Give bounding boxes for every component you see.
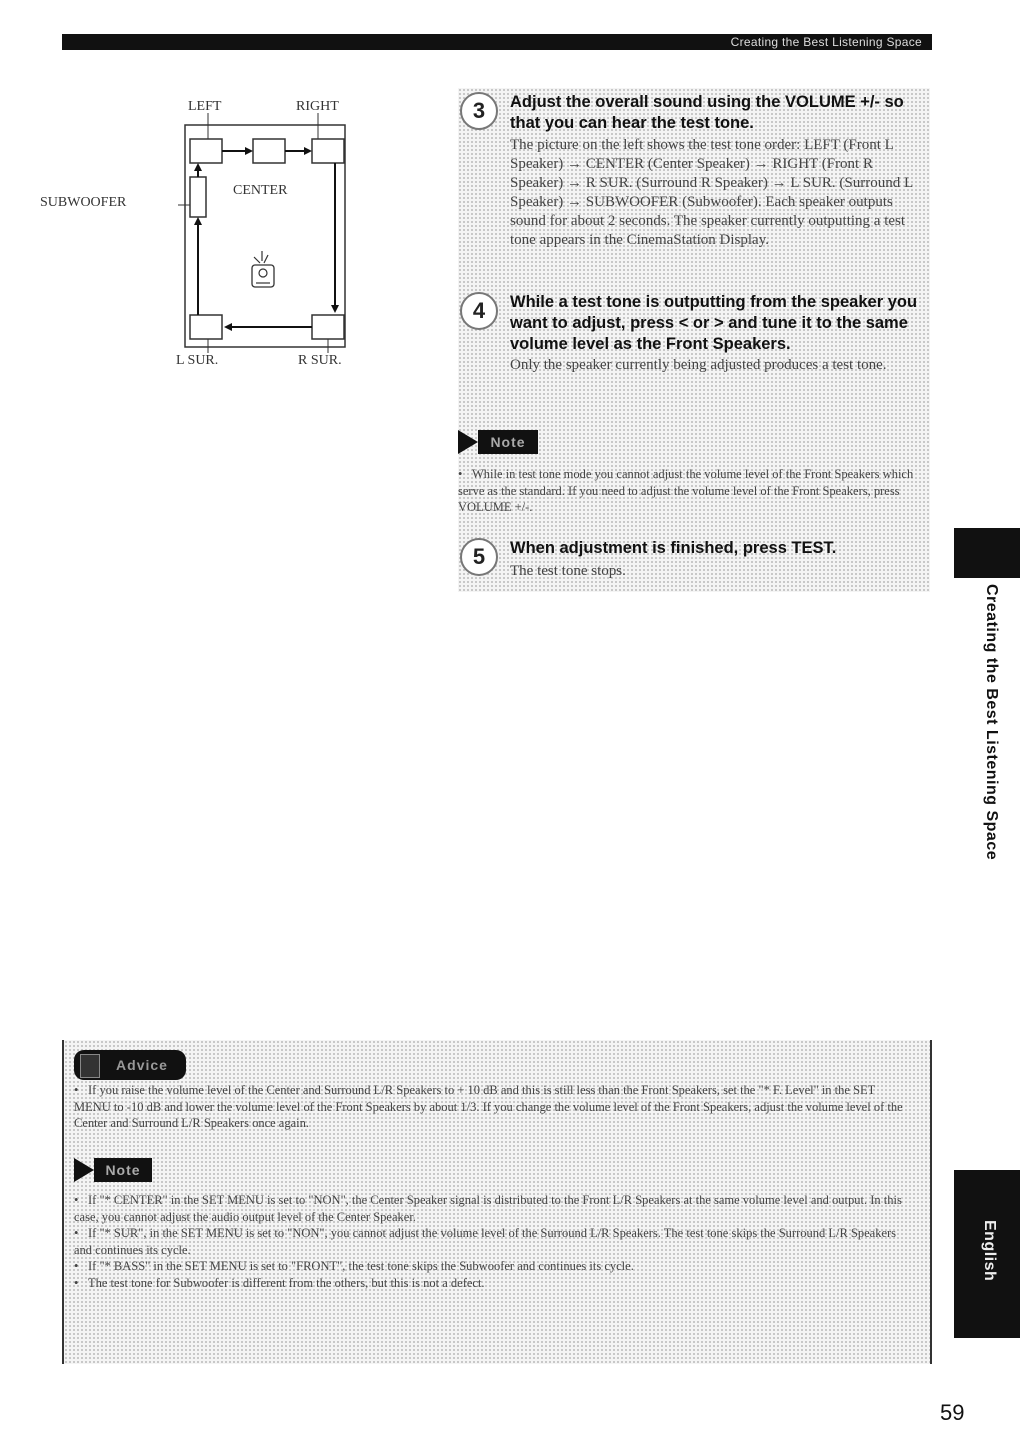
- section-tab: [954, 528, 1020, 864]
- label-lsur: L SUR.: [176, 353, 219, 368]
- advice-icon: [80, 1054, 100, 1078]
- bottom-note-list: [74, 1192, 914, 1291]
- subwoofer-speaker: [190, 177, 206, 217]
- step-3: [458, 88, 930, 278]
- advice-body: If you raise the volume level of the Center and Surround L/R Speakers to + 10 dB and this is still less than the Front Speakers, set the "* F. Level" in the SET MENU to -10 dB and lower the volume level of the Front Speakers by about 1/3. If you change the volume level of the Front Speakers, adjust the volume level of the Center and Surround L/R Speakers once again.: [74, 1083, 903, 1130]
- step-note-text: • While in test tone mode you cannot adjust the volume level of the Front Speakers which serve as the standard. If you need to adjust the volume level of the Front Speakers, press VOLUME +/-.: [458, 467, 914, 514]
- step-4-heading: While a test tone is outputting from the speaker you want to adjust, press < or > and tune it to the same volume level as the Front Speakers.: [510, 293, 918, 353]
- section-tab-label: Creating the Best Listening Space: [983, 584, 1000, 861]
- bottom-note-item-2: If "* SUR", in the SET MENU is set to "NON", you cannot adjust the volume level of the Surround L/R Speakers. The test tone skips the Surround L/R Speakers and continues its cycle.: [74, 1226, 897, 1257]
- surround-left-speaker: [190, 315, 222, 339]
- list-item: • The test tone for Subwoofer is different from the others, but this is not a defect.: [74, 1275, 485, 1290]
- note-arrow-icon: [458, 430, 478, 454]
- step-number-4: 4: [460, 292, 498, 330]
- bottom-note-arrow-icon: [74, 1158, 94, 1182]
- step-5-body: The test tone stops.: [510, 563, 626, 579]
- step-number-3: 3: [460, 92, 498, 130]
- step-3-body: The picture on the left shows the test tone order: LEFT (Front L Speaker) → CENTER (Center Speaker) → RIGHT (Front R Speaker) → R SUR. (Surround R Speaker) → L SUR. (Surround L Speaker) → SUBWOOFER (Subwoofer). Each speaker outputs sound for about 2 seconds. The speaker currently outputting a test tone appears in the CinemaStation Display.: [510, 137, 913, 248]
- running-header-title: Creating the Best Listening Space: [730, 35, 922, 49]
- list-item: • If "* SUR", in the SET MENU is set to "NON", you cannot adjust the volume level of the Surround L/R Speakers. The test tone skips the Surround L/R Speakers and continues its cycle.: [74, 1226, 897, 1257]
- listener-icon: [252, 251, 274, 287]
- language-tab: [954, 1170, 1020, 1338]
- step-3-heading: Adjust the overall sound using the VOLUME +/- so that you can hear the test tone.: [510, 93, 904, 132]
- language-tab-label: English: [981, 1220, 998, 1282]
- step-5: [458, 534, 930, 592]
- step-5-heading: When adjustment is finished, press TEST.: [510, 539, 837, 557]
- advice-note-box: [62, 1040, 932, 1364]
- step-note-tag: Note: [478, 430, 538, 454]
- steps-panel: [458, 88, 930, 592]
- step-4-body: Only the speaker currently being adjusted produces a test tone.: [510, 357, 887, 373]
- label-center: CENTER: [233, 183, 288, 198]
- step-note: [458, 424, 930, 524]
- label-subwoofer: SUBWOOFER: [40, 195, 127, 210]
- page-number: 59: [940, 1400, 965, 1425]
- running-header: [62, 34, 932, 50]
- section-tab-block: [954, 528, 1020, 578]
- front-right-speaker: [312, 139, 344, 163]
- list-item: • If "* CENTER" in the SET MENU is set to "NON", the Center Speaker signal is distributed to the Front L/R Speakers at the same volume level and output. In this case, you cannot adjust the audio output level of the Center Speaker.: [74, 1193, 902, 1224]
- advice-badge: [74, 1050, 186, 1080]
- list-item: • If "* BASS" in the SET MENU is set to "FRONT", the test tone skips the Subwoofer and continues its cycle.: [74, 1259, 634, 1273]
- advice-tag: Advice: [116, 1057, 168, 1073]
- label-left: LEFT: [188, 99, 222, 114]
- label-rsur: R SUR.: [298, 353, 342, 368]
- step-note-body: While in test tone mode you cannot adjust the volume level of the Front Speakers which serve as the standard. If you need to adjust the volume level of the Front Speakers, press VOLUME +/-.: [458, 467, 914, 514]
- speaker-order-diagram: [40, 95, 400, 385]
- label-right: RIGHT: [296, 99, 339, 114]
- step-4: [458, 288, 930, 398]
- bottom-note-item-1: If "* CENTER" in the SET MENU is set to "NON", the Center Speaker signal is distributed to the Front L/R Speakers at the same volume level and output. In this case, you cannot adjust the audio output level of the Center Speaker.: [74, 1193, 902, 1224]
- surround-right-speaker: [312, 315, 344, 339]
- bottom-note-item-3: If "* BASS" in the SET MENU is set to "FRONT", the test tone skips the Subwoofer and continues its cycle.: [88, 1259, 634, 1273]
- bottom-note-item-4: The test tone for Subwoofer is different from the others, but this is not a defect.: [88, 1275, 485, 1290]
- advice-text: • If you raise the volume level of the Center and Surround L/R Speakers to + 10 dB and this is still less than the Front Speakers, set the "* F. Level" in the SET MENU to -10 dB and lower the volume level of the Front Speakers by about 1/3. If you change the volume level of the Front Speakers, adjust the volume level of the Center and Surround L/R Speakers once again.: [74, 1083, 903, 1130]
- speaker-layout-graphic: [40, 95, 400, 385]
- bottom-note-tag: Note: [94, 1158, 152, 1182]
- step-number-5: 5: [460, 538, 498, 576]
- center-speaker: [253, 139, 285, 163]
- front-left-speaker: [190, 139, 222, 163]
